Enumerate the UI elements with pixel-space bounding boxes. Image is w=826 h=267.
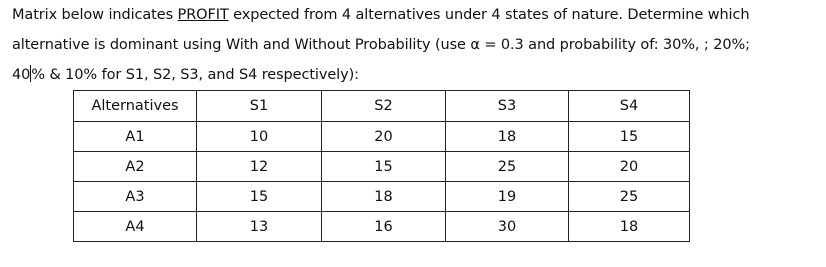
table-cell: 20 [322, 122, 446, 152]
table-cell: 15 [322, 152, 446, 182]
table-cell: 18 [569, 212, 690, 242]
table-row [74, 122, 690, 152]
header-s2: S2 [322, 91, 446, 122]
table-cell: 19 [446, 182, 569, 212]
question-line-3-start: 40 [12, 67, 31, 83]
header-s3: S3 [446, 91, 569, 122]
question-line-2: alternative is dominant using With and Without Probability (use α = 0.3 and probability of: 30%, ; 20%; [12, 37, 750, 53]
table-cell: 20 [569, 152, 690, 182]
table-cell: 13 [197, 212, 322, 242]
table-cell: 15 [197, 182, 322, 212]
profit-underlined: PROFIT [177, 7, 229, 23]
row-label: A4 [74, 212, 197, 242]
question-line-1 [12, 0, 812, 30]
table-row [74, 152, 690, 182]
table-cell: 10 [197, 122, 322, 152]
question-text [12, 0, 812, 90]
table-cell: 18 [446, 122, 569, 152]
question-line-1-start: Matrix below indicates [12, 7, 178, 23]
table-cell: 15 [569, 122, 690, 152]
table-cell: 30 [446, 212, 569, 242]
table-header-row [74, 91, 690, 122]
table-cell: 25 [569, 182, 690, 212]
row-label: A1 [74, 122, 197, 152]
table-row [74, 212, 690, 242]
header-alternatives: Alternatives [74, 91, 197, 122]
question-line-3 [12, 60, 812, 90]
table-cell: 25 [446, 152, 569, 182]
header-s4: S4 [569, 91, 690, 122]
table-cell: 16 [322, 212, 446, 242]
table-cell: 12 [197, 152, 322, 182]
header-s1: S1 [197, 91, 322, 122]
table-row [74, 182, 690, 212]
table-cell: 18 [322, 182, 446, 212]
question-line-1-end: expected from 4 alternatives under 4 states of nature. Determine which [228, 7, 750, 23]
row-label: A3 [74, 182, 197, 212]
row-label: A2 [74, 152, 197, 182]
profit-matrix-table [73, 90, 690, 242]
question-line-3-end: % & 10% for S1, S2, S3, and S4 respectively): [31, 67, 359, 83]
